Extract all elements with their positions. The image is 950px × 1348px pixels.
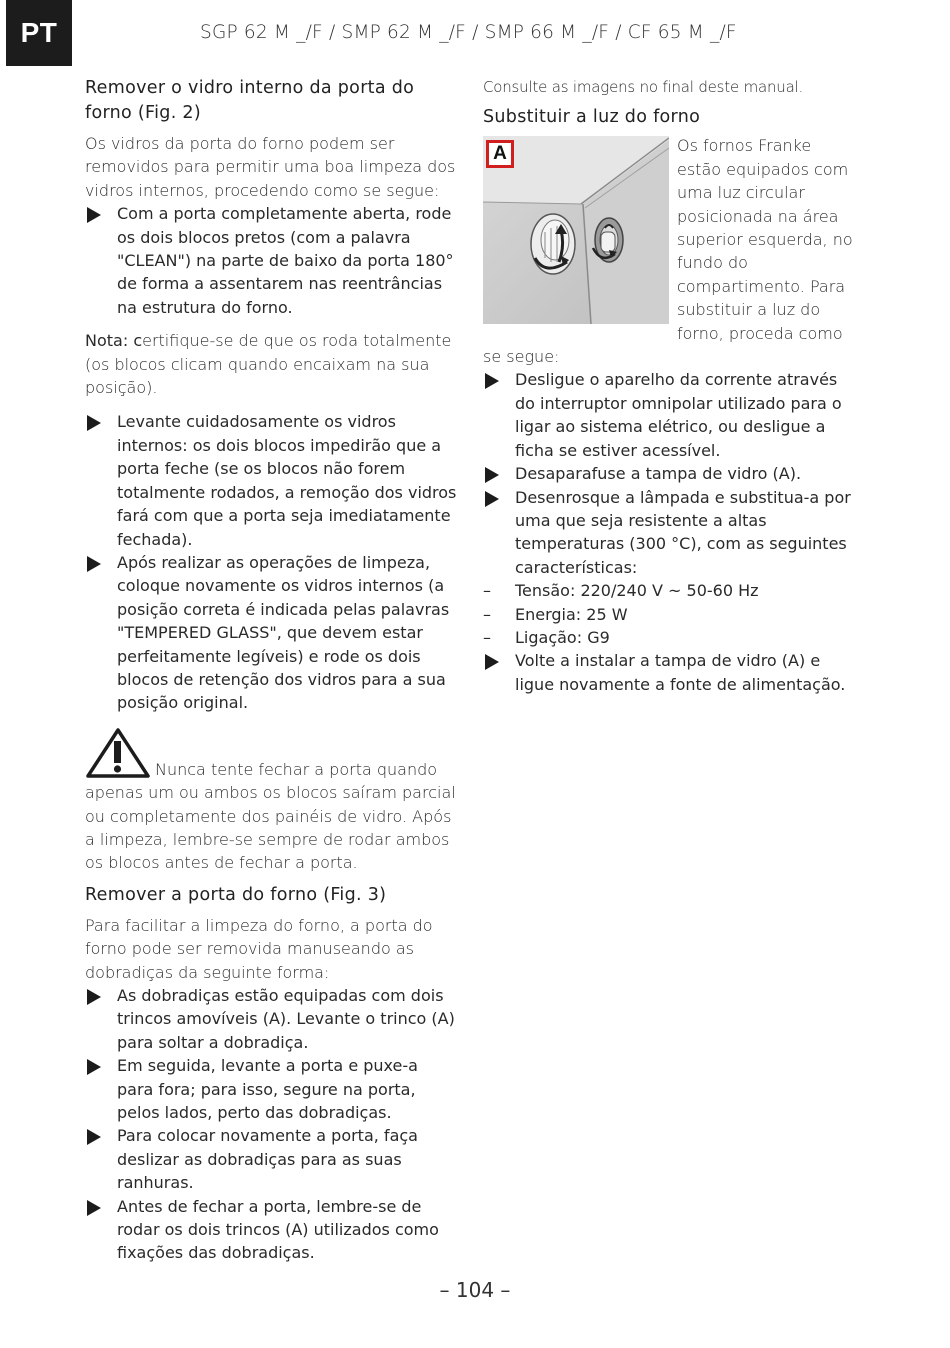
bullet-text: Volte a instalar a tampa de vidro (A) e ligue novamente a fonte de alimentação. [515, 651, 846, 694]
bullet-arrow-icon [87, 1129, 101, 1145]
bullet-arrow-icon [485, 654, 499, 670]
right-column [483, 76, 853, 696]
bullet-text: Levante cuidadosamente os vidros internos: os dois blocos impedirão que a porta feche (se os blocos não forem totalmente rodados, a remoção dos vidros fará com que a porta seja imediatamente fechada). [117, 412, 457, 549]
note-paragraph [85, 329, 457, 399]
section-title-replace-light: Substituir a luz do forno [483, 107, 701, 128]
bullet-text: Desligue o aparelho da corrente através do interruptor omnipolar utilizado para o ligar ao sistema elétrico, ou desligue a ficha se estiver acessível. [515, 370, 842, 460]
bullet-item [85, 410, 457, 550]
bullet-arrow-icon [87, 556, 101, 572]
section-title-remove-glass: Remover o vidro interno da porta do forno (Fig. 2) [85, 78, 415, 123]
section-intro-remove-glass: Os vidros da porta do forno podem ser removidos para permitir uma boa limpeza dos vidros internos, procedendo como se segue: [85, 134, 456, 200]
bullet-item [85, 551, 457, 715]
bullet-arrow-icon [485, 491, 499, 507]
figure-label-a: A [486, 140, 514, 168]
page-number: – 104 – [439, 1278, 511, 1302]
bullet-item [85, 1195, 457, 1265]
section-intro-replace-light: Os fornos Franke estão equipados com uma luz circular posicionada na área superior esquerda, no fundo do compartimento. Para substituir a luz do forno, proceda como se segue: [483, 136, 853, 367]
bullet-text: Com a porta completamente aberta, rode os dois blocos pretos (com a palavra "CLEAN") na parte de baixo da porta 180° de forma a assentarem nas reentrâncias na estrutura do forno. [117, 204, 454, 317]
bullet-item [483, 649, 853, 696]
spec-text: Tensão: 220/240 V ~ 50-60 Hz [515, 581, 759, 601]
bullet-arrow-icon [485, 467, 499, 483]
section-intro-remove-door: Para facilitar a limpeza do forno, a porta do forno pode ser removida manuseando as dobradiças da seguinte forma: [85, 915, 433, 982]
warning-text: Nunca tente fechar a porta quando apenas um ou ambos os blocos saíram parcial ou completamente dos painéis de vidro. Após a limpeza, lembre-se sempre de rodar ambos os blocos antes de fechar a porta. [85, 759, 456, 873]
header-model-title: SGP 62 M _/F / SMP 62 M _/F / SMP 66 M _/F / CF 65 M _/F [200, 22, 737, 43]
bullet-text: As dobradiças estão equipadas com dois trincos amovíveis (A). Levante o trinco (A) para soltar a dobradiça. [117, 986, 455, 1052]
note-text: ertifique-se de que os roda totalmente (os blocos clicam quando encaixam na sua posição). [85, 331, 452, 398]
bullet-arrow-icon [87, 207, 101, 223]
language-tab: PT [6, 0, 72, 66]
note-label: Nota: c [85, 331, 143, 351]
bullet-item [483, 368, 853, 462]
bullet-item [483, 462, 853, 485]
bullet-item [85, 984, 457, 1054]
spec-dash: – [483, 581, 491, 601]
light-section-body [483, 134, 853, 368]
left-column [85, 76, 457, 1265]
bullet-item [85, 1124, 457, 1194]
spec-item [483, 626, 853, 649]
bullet-arrow-icon [87, 415, 101, 431]
bullet-text: Para colocar novamente a porta, faça deslizar as dobradiças para as suas ranhuras. [117, 1126, 418, 1193]
warning-triangle-icon [85, 727, 151, 779]
bullet-text: Desenrosque a lâmpada e substitua-a por uma que seja resistente a altas temperaturas (300 °C), com as seguintes características: [515, 487, 851, 577]
section-title-remove-door: Remover a porta do forno (Fig. 3) [85, 884, 387, 905]
bullet-text: Após realizar as operações de limpeza, coloque novamente os vidros internos (a posição correta é indicada pelas palavras "TEMPERED GLASS", que devem estar perfeitamente legíveis) e rode os dois blocos de retenção dos vidros para a sua posição original. [117, 552, 450, 713]
bullet-item [85, 202, 457, 319]
warning-paragraph [85, 727, 457, 875]
spec-text: Energia: 25 W [515, 604, 628, 624]
bullet-arrow-icon [87, 989, 101, 1005]
spec-item [483, 579, 853, 602]
spec-dash: – [483, 627, 491, 647]
bullet-item [85, 1054, 457, 1124]
glass-cover-drawing [531, 214, 575, 274]
bullet-arrow-icon [87, 1059, 101, 1075]
spec-item [483, 603, 853, 626]
bullet-text: Em seguida, levante a porta e puxe-a para fora; para isso, segure na porta, pelos lados, perto das dobradiças. [117, 1056, 418, 1123]
spec-text: Ligação: G9 [515, 627, 610, 647]
bullet-arrow-icon [87, 1200, 101, 1216]
bullet-item [483, 486, 853, 580]
consult-note: Consulte as imagens no final deste manual. [483, 78, 804, 96]
spec-dash: – [483, 604, 491, 624]
oven-light-figure [483, 136, 669, 324]
bullet-arrow-icon [485, 373, 499, 389]
bullet-text: Desaparafuse a tampa de vidro (A). [515, 464, 802, 484]
bullet-text: Antes de fechar a porta, lembre-se de rodar os dois trincos (A) utilizados como fixações das dobradiças. [117, 1196, 439, 1263]
